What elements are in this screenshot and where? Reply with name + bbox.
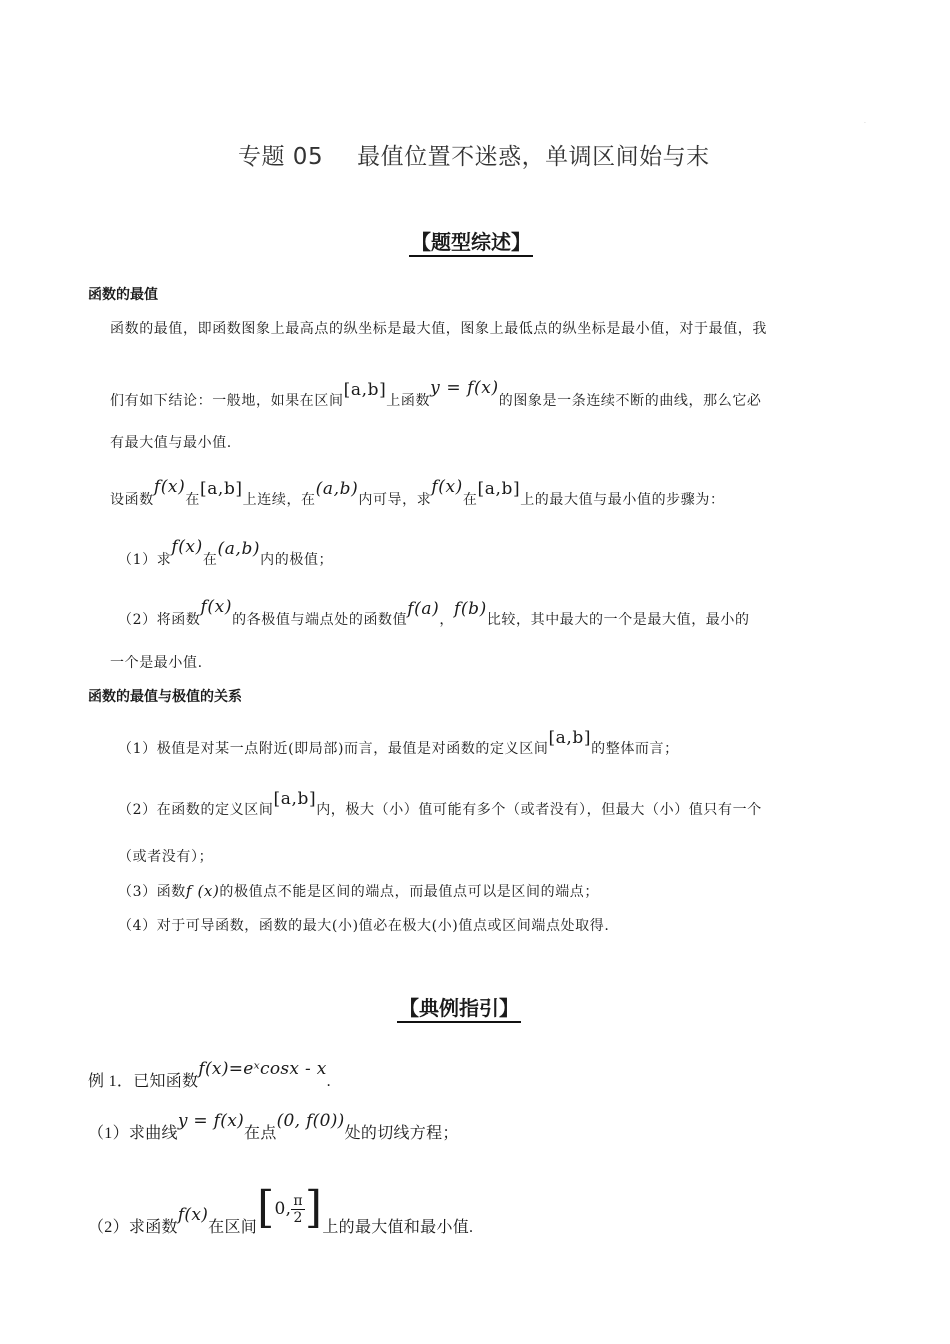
step-2: （2）将函数f(x)的各极值与端点处的函数值f(a)，f(b)比较，其中最大的一个是最大值，最小的 <box>118 597 750 628</box>
math-interval-0-pi-half: [0, $\frac{\pi}{2}$ ] <box>257 1182 323 1233</box>
subheading-extrema-relation: 函数的最值与极值的关系 <box>88 689 242 705</box>
math-fx: f(x) <box>431 477 463 497</box>
relation-3: （3）函数f (x)的极值点不能是区间的端点，而最值点可以是区间的端点； <box>118 882 600 900</box>
math-fx: f(x) <box>171 537 203 557</box>
paragraph-2: 设函数f(x)在[a,b]上连续，在(a,b)内可导，求f(x)在[a,b]上的最大值与最小值的步骤为： <box>110 477 725 508</box>
title-prefix: 专题 05 <box>238 144 324 170</box>
page-title <box>238 138 710 171</box>
title-text: 最值位置不迷惑，单调区间始与末 <box>357 144 710 170</box>
math-fx: f(x) <box>177 1205 209 1225</box>
math-interval-ab: [a,b] <box>273 789 317 809</box>
math-interval-ab: [a,b] <box>548 728 592 748</box>
step-1: （1）求f(x)在(a,b)内的极值； <box>118 537 334 568</box>
math-y-eq-fx: y = f(x) <box>177 1111 245 1131</box>
paragraph-1-line-1: 函数的最值，即函数图象上最高点的纵坐标是最大值，图象上最低点的纵坐标是最小值，对于最值，我 <box>110 321 767 337</box>
example-1-question-2: （2）求函数f(x)在区间[0, $\frac{\pi}{2}$ ]上的最大值和最小值. <box>88 1182 474 1236</box>
math-fb: f(b) <box>453 599 487 619</box>
paragraph-1-line-3: 有最大值与最小值. <box>110 435 232 451</box>
math-fx: f(x) <box>153 477 186 497</box>
math-fx-inline: f (x) <box>185 882 220 900</box>
section-heading-examples: 【典例指引】 <box>397 996 521 1023</box>
math-y-eq-fx: y = f(x) <box>430 378 499 398</box>
math-function-definition: f(x)=eˣcosx - x <box>198 1059 327 1079</box>
math-interval-ab: [a,b] <box>477 479 521 499</box>
relation-2: （2）在函数的定义区间[a,b]内，极大（小）值可能有多个（或者没有），但最大（小）值只有一个 <box>118 789 762 818</box>
math-open-interval-ab: (a,b) <box>217 539 261 559</box>
step-2-line-2: 一个是最小值. <box>110 655 203 671</box>
math-fa: f(a) <box>407 599 440 619</box>
section-heading-overview: 【题型综述】 <box>409 230 533 257</box>
example-1-intro: 例 1．已知函数f(x)=eˣcosx - x. <box>88 1059 331 1090</box>
example-1-question-1: （1）求曲线y = f(x)在点(0, f(0))处的切线方程； <box>88 1111 459 1142</box>
math-interval-ab: [a,b] <box>199 479 243 499</box>
subheading-extrema: 函数的最值 <box>88 287 158 303</box>
math-interval-ab: [a,b] <box>343 380 387 400</box>
math-fx: f(x) <box>200 597 233 617</box>
relation-1: （1）极值是对某一点附近(即局部)而言，最值是对函数的定义区间[a,b]的整体而言； <box>118 728 679 757</box>
relation-4: （4）对于可导函数，函数的最大(小)值必在极大(小)值点或区间端点处取得. <box>118 918 610 934</box>
scan-mark: · <box>864 120 866 127</box>
math-point: (0, f(0)) <box>276 1111 345 1131</box>
paragraph-1-line-2: 们有如下结论：一般地，如果在区间[a,b]上函数y = f(x)的图象是一条连续不断的曲线，那么它必 <box>110 378 762 409</box>
relation-2-line-2: （或者没有）； <box>118 849 214 865</box>
math-open-interval-ab: (a,b) <box>315 479 359 499</box>
